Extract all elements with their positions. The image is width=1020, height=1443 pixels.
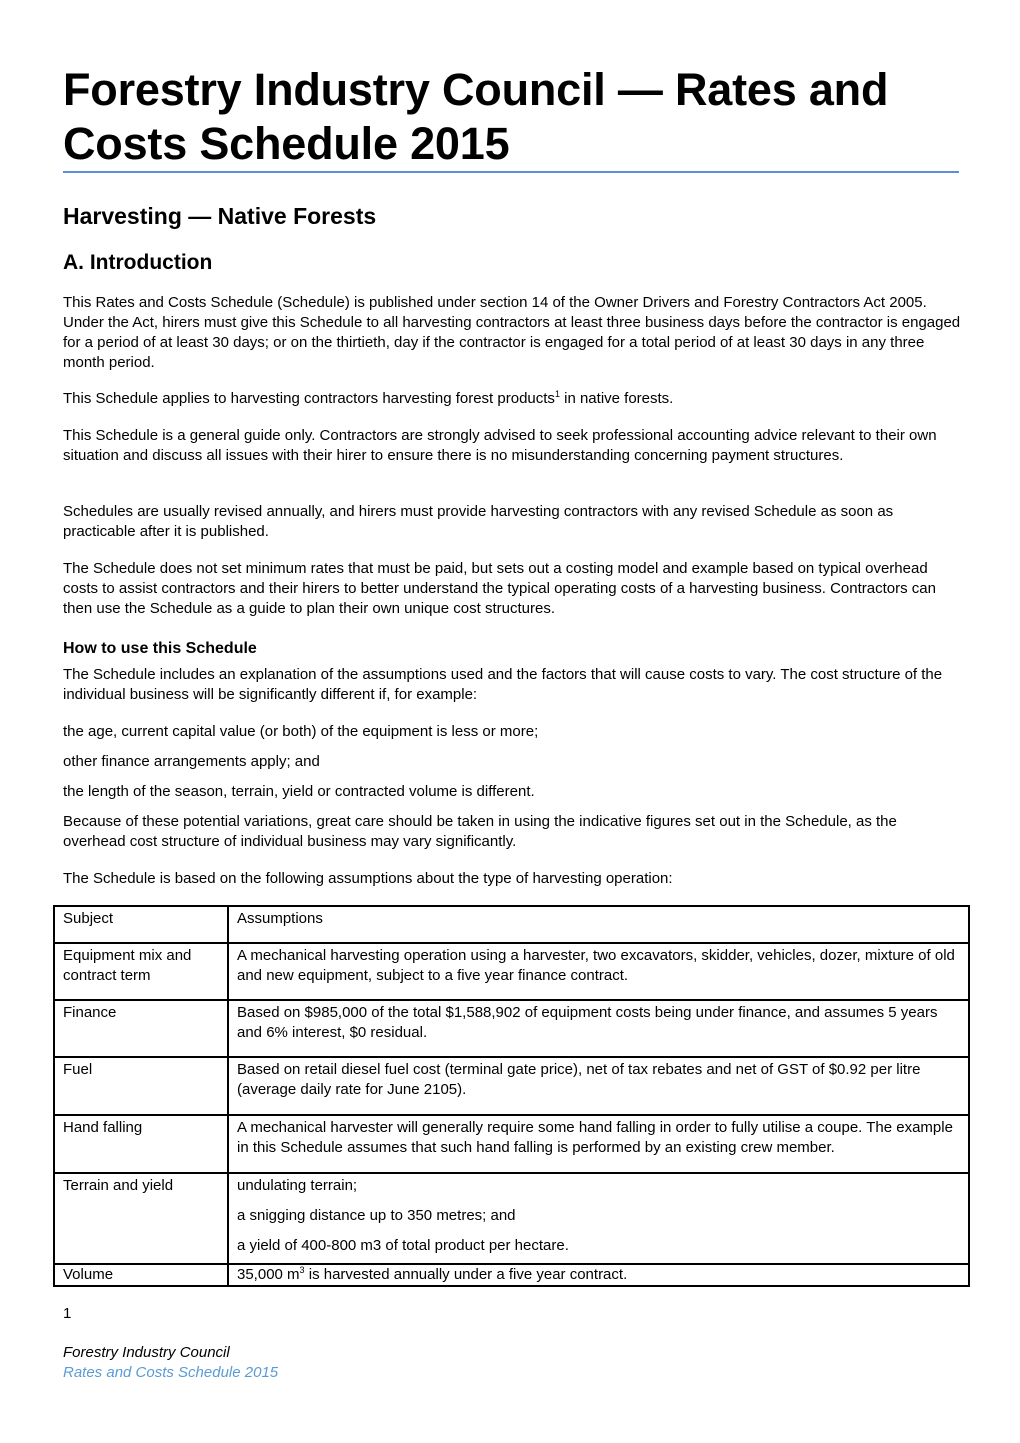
table-header-row	[54, 906, 969, 943]
row-subject: Equipment mix and contract term	[54, 943, 228, 1000]
intro-paragraph-1: This Rates and Costs Schedule (Schedule) is published under section 14 of the Owner Drivers and Forestry Contractors Act 2005. Under the Act, hirers must give this Schedule to all harvesting contractors at least three business days before the contractor is engaged for a period of at least 30 days; or on the thirtieth, day if the contractor is engaged for a total period of at least 30 days in any three month period.	[63, 294, 961, 371]
header-assumptions: Assumptions	[228, 906, 969, 943]
footnote-ref[interactable]: 1	[554, 389, 560, 399]
intro-paragraph-3: This Schedule is a general guide only. Contractors are strongly advised to seek professional accounting advice relevant to their own situation and discuss all issues with their hirer to ensure there is no misunderstanding concerning payment structures.	[63, 427, 937, 464]
header-subject: Subject	[54, 906, 228, 943]
table-row	[54, 1115, 969, 1173]
intro-paragraph-2: This Schedule applies to harvesting contractors harvesting forest products$^1$ in native forests.	[63, 389, 674, 407]
row-subject: Terrain and yield	[54, 1173, 228, 1264]
caution-paragraph: Because of these potential variations, great care should be taken in using the indicative figures set out in the Schedule, as the overhead cost structure of individual business may vary significantly.	[63, 813, 897, 850]
assumption-line: undulating terrain;	[237, 1177, 358, 1194]
title-divider	[63, 171, 959, 173]
table-row	[54, 1264, 969, 1286]
how-to-use-heading: How to use this Schedule	[63, 640, 257, 657]
row-assumption: 35,000 $m^3$ is harvested annually under a five year contract.	[228, 1264, 969, 1286]
page-number: 1	[63, 1305, 72, 1322]
table-row	[54, 943, 969, 1000]
row-subject: Hand falling	[54, 1115, 228, 1173]
document-title: Forestry Industry Council — Rates and Costs Schedule 2015	[63, 64, 889, 169]
table-row	[54, 1000, 969, 1057]
table-row	[54, 1057, 969, 1115]
table-row	[54, 1173, 969, 1264]
variation-item-3: the length of the season, terrain, yield or contracted volume is different.	[63, 783, 535, 800]
row-assumption: Based on retail diesel fuel cost (terminal gate price), net of tax rebates and net of GST of $0.92 per litre (average daily rate for June 2105).	[228, 1057, 969, 1115]
subsection-heading: A. Introduction	[63, 251, 213, 274]
table-intro: The Schedule is based on the following assumptions about the type of harvesting operation:	[63, 870, 673, 887]
assumption-line: a snigging distance up to 350 metres; and	[237, 1207, 516, 1224]
variation-item-1: the age, current capital value (or both) of the equipment is less or more;	[63, 723, 539, 740]
row-assumption: A mechanical harvester will generally require some hand falling in order to fully utilise a coupe. The example in this Schedule assumes that such hand falling is performed by an existing crew member.	[228, 1115, 969, 1173]
footer-organisation: Forestry Industry Council	[63, 1344, 230, 1361]
row-subject: Fuel	[54, 1057, 228, 1115]
intro-paragraph-5: The Schedule does not set minimum rates that must be paid, but sets out a costing model and example based on typical overhead costs to assist contractors and their hirers to better understand the typical operating costs of a harvesting business. Contractors can then use the Schedule as a guide to plan their own unique cost structures.	[63, 560, 936, 617]
row-assumption: Based on $985,000 of the total $1,588,902 of equipment costs being under finance, and assumes 5 years and 6% interest, $0 residual.	[228, 1000, 969, 1057]
row-assumption	[228, 1173, 969, 1264]
how-to-use-lead: The Schedule includes an explanation of the assumptions used and the factors that will cause costs to vary. The cost structure of the individual business will be significantly different if, for example:	[63, 666, 943, 703]
assumption-line: a yield of 400-800 m3 of total product per hectare.	[237, 1237, 569, 1254]
footer-document-title: Rates and Costs Schedule 2015	[63, 1364, 279, 1381]
row-assumption: A mechanical harvesting operation using a harvester, two excavators, skidder, vehicles, dozer, mixture of old and new equipment, subject to a five year finance contract.	[228, 943, 969, 1000]
section-heading: Harvesting — Native Forests	[63, 203, 377, 229]
row-subject: Volume	[54, 1264, 228, 1286]
variation-item-2: other finance arrangements apply; and	[63, 753, 320, 770]
intro-paragraph-4: Schedules are usually revised annually, and hirers must provide harvesting contractors with any revised Schedule as soon as practicable after it is published.	[63, 503, 894, 540]
row-subject: Finance	[54, 1000, 228, 1057]
assumptions-table	[53, 905, 970, 1287]
